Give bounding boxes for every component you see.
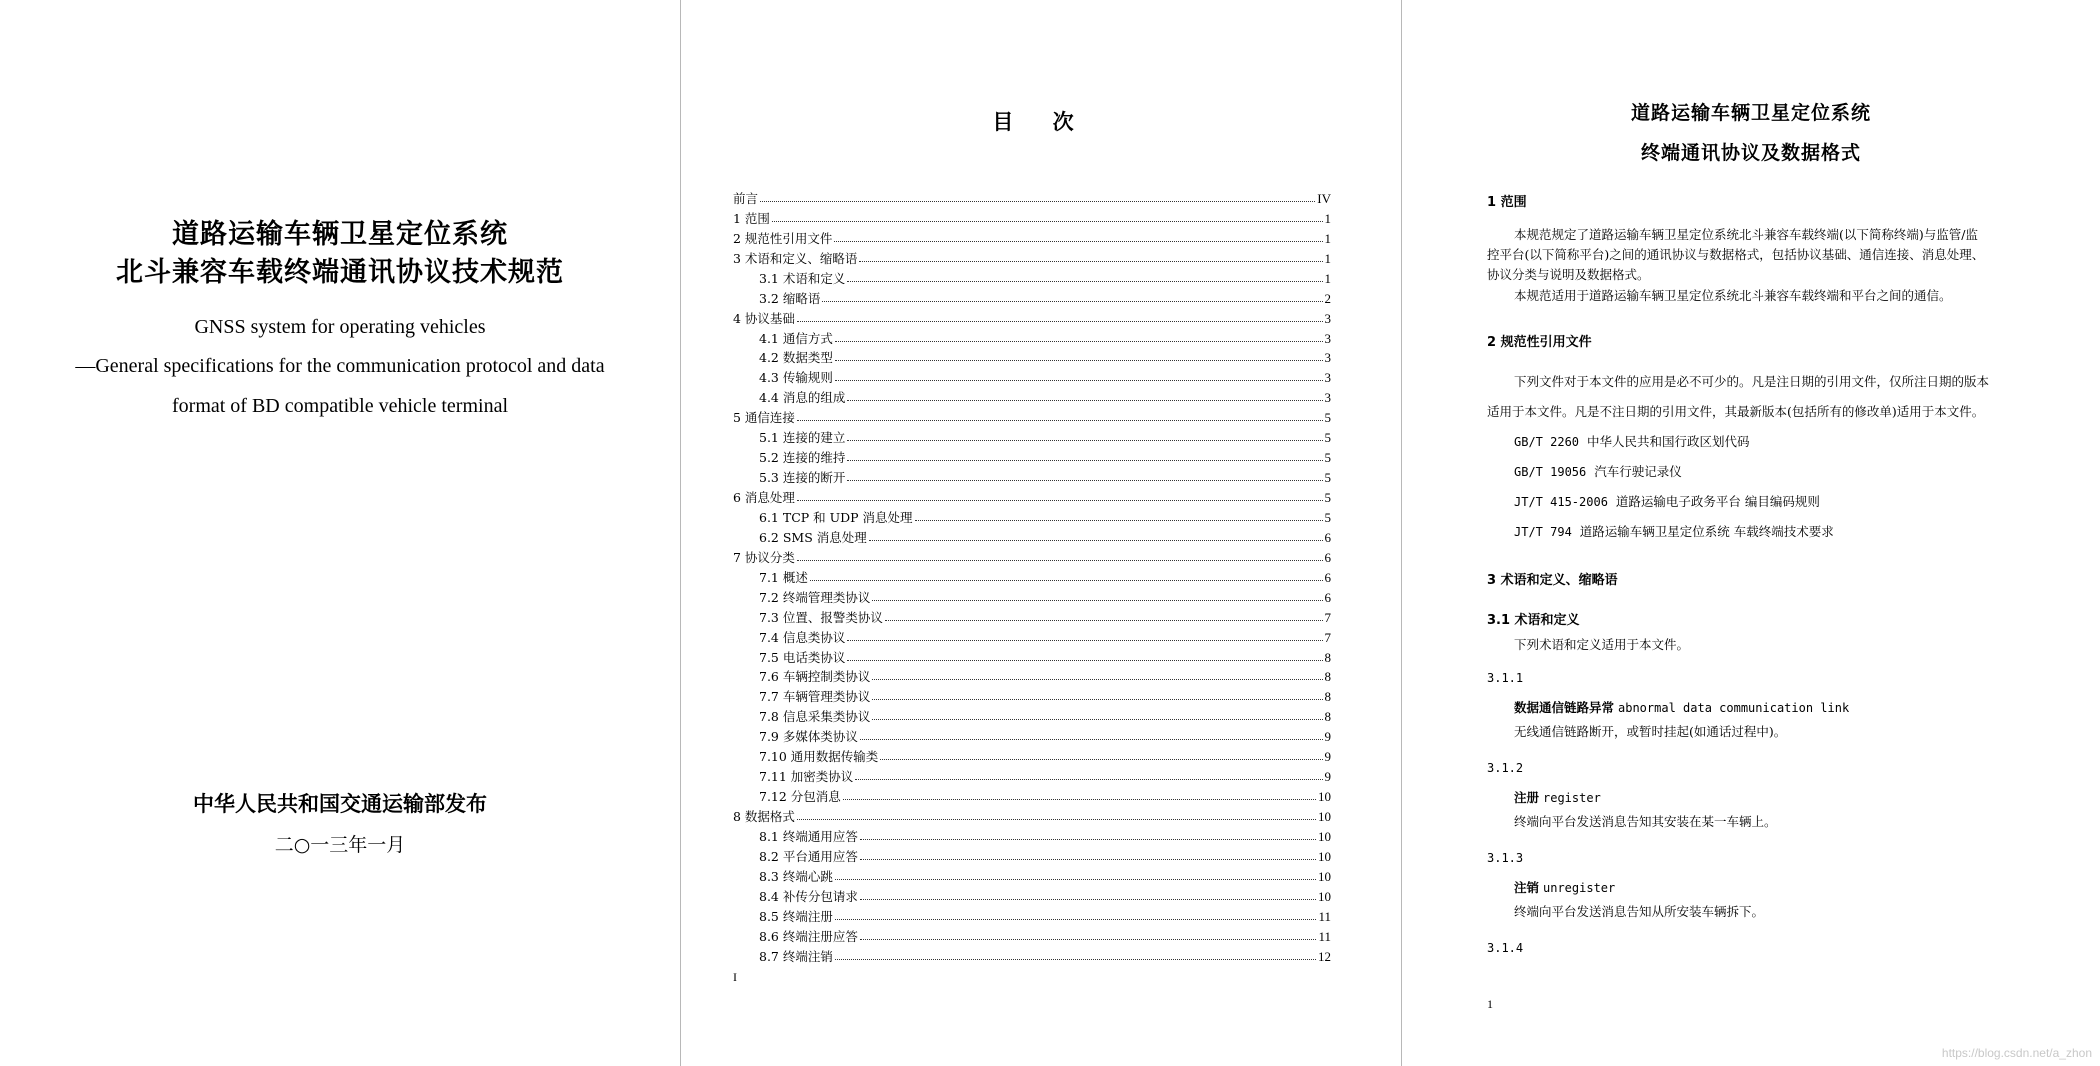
term-chinese: 数据通信链路异常: [1514, 700, 1615, 715]
toc-entry-page: 3: [1324, 330, 1331, 346]
toc-entry-page: 6: [1324, 529, 1331, 545]
toc-entry-label: 8.3 终端心跳: [759, 868, 833, 884]
reference-code: JT/T 415-2006: [1514, 495, 1608, 509]
toc-dot-leader: [885, 620, 1323, 621]
toc-entry-page: 10: [1318, 848, 1331, 864]
toc-entry-page: 5: [1324, 450, 1331, 466]
toc-dot-leader: [869, 540, 1323, 541]
toc-entry-label: 7.10 通用数据传输类: [759, 749, 879, 765]
body-page-number: 1: [1487, 997, 1493, 1011]
toc-entry[interactable]: [733, 625, 1331, 645]
toc-entry-page: 1: [1324, 270, 1331, 286]
section-1-paragraph: 协议分类与说明及数据格式。: [1487, 267, 1650, 282]
toc-entry-page: 9: [1324, 729, 1331, 745]
toc-dot-leader: [797, 321, 1323, 322]
toc-entry[interactable]: [733, 326, 1331, 346]
toc-dot-leader: [847, 400, 1322, 401]
toc-dot-leader: [860, 939, 1317, 940]
toc-entry[interactable]: [733, 844, 1331, 864]
toc-dot-leader: [872, 600, 1322, 601]
toc-entry-page: 5: [1324, 410, 1331, 426]
toc-entry-label: 2 规范性引用文件: [733, 230, 833, 246]
reference-title: 中华人民共和国行政区划代码: [1586, 434, 1750, 449]
toc-entry[interactable]: [733, 425, 1331, 445]
toc-entry-page: 10: [1318, 828, 1331, 844]
cover-english-title-line1: GNSS system for operating vehicles: [194, 316, 486, 338]
section-1-heading: 1 范围: [1487, 195, 1527, 210]
watermark: https://blog.csdn.net/a_zhon: [1941, 1046, 2092, 1060]
toc-dot-leader: [860, 859, 1316, 860]
toc-dot-leader: [834, 241, 1322, 242]
toc-entry[interactable]: [733, 465, 1331, 485]
toc-dot-leader: [915, 520, 1323, 521]
section-1-paragraph: 控平台(以下简称平台)之间的通讯协议与数据格式，包括协议基础、通信连接、消息处理、: [1487, 247, 1985, 262]
toc-dot-leader: [847, 660, 1322, 661]
toc-list: [733, 186, 1331, 964]
toc-entry-page: 11: [1318, 908, 1331, 924]
toc-entry-label: 8.4 补传分包请求: [759, 888, 858, 904]
toc-entry-label: 7.2 终端管理类协议: [759, 589, 871, 605]
toc-entry-page: 10: [1318, 809, 1331, 824]
term-english: abnormal data communication link: [1618, 701, 1850, 715]
term-number: 3.1.4: [1487, 941, 1524, 955]
toc-entry-label: 7.11 加密类协议: [759, 769, 854, 785]
toc-entry-page: 2: [1324, 290, 1331, 306]
toc-entry-label: 7 协议分类: [733, 549, 795, 565]
toc-entry[interactable]: [733, 605, 1331, 625]
toc-dot-leader: [872, 719, 1322, 720]
toc-entry-label: 7.4 信息类协议: [759, 629, 846, 645]
toc-dot-leader: [847, 460, 1322, 461]
toc-entry-page: 6: [1324, 569, 1331, 585]
toc-entry-page: 5: [1324, 470, 1331, 486]
toc-dot-leader: [797, 819, 1316, 820]
toc-title: 目 次: [992, 110, 1090, 134]
cover-title-line1: 道路运输车辆卫星定位系统: [172, 219, 508, 250]
body-title-line1: 道路运输车辆卫星定位系统: [1630, 102, 1871, 124]
toc-dot-leader: [880, 759, 1322, 760]
toc-entry[interactable]: [733, 365, 1331, 385]
toc-entry-label: 7.6 车辆控制类协议: [759, 669, 871, 685]
term-number: 3.1.1: [1487, 671, 1524, 685]
toc-dot-leader: [872, 699, 1322, 700]
section-3-heading: 3 术语和定义、缩略语: [1487, 573, 1618, 588]
toc-entry[interactable]: [733, 784, 1331, 804]
toc-entry-label: 3 术语和定义、缩略语: [733, 250, 858, 266]
toc-entry[interactable]: [733, 565, 1331, 585]
toc-dot-leader: [835, 380, 1323, 381]
toc-entry-label: 前言: [733, 190, 759, 206]
toc-dot-leader: [760, 201, 1315, 202]
toc-entry[interactable]: [733, 904, 1331, 924]
toc-dot-leader: [772, 221, 1323, 222]
toc-entry-page: 8: [1324, 649, 1331, 665]
toc-entry-label: 7.9 多媒体类协议: [759, 729, 858, 745]
toc-entry-label: 8.5 终端注册: [759, 908, 833, 924]
toc-entry-label: 5.1 连接的建立: [759, 430, 846, 446]
toc-entry-label: 8 数据格式: [733, 809, 795, 824]
toc-entry[interactable]: [733, 684, 1331, 704]
reference-code: GB/T 19056: [1514, 465, 1587, 479]
toc-entry[interactable]: [733, 286, 1331, 306]
section-1-scope-paragraph: 本规范适用于道路运输车辆卫星定位系统北斗兼容车载终端和平台之间的通信。: [1514, 288, 1952, 303]
term-english: unregister: [1543, 881, 1616, 895]
body-title-line2: 终端通讯协议及数据格式: [1640, 142, 1861, 164]
toc-entry[interactable]: [733, 724, 1331, 744]
toc-entry-page: IV: [1317, 190, 1331, 206]
reference-title: 汽车行驶记录仪: [1594, 464, 1682, 479]
toc-entry-label: 4.3 传输规则: [759, 370, 833, 386]
toc-entry-label: 4.2 数据类型: [759, 350, 833, 366]
toc-dot-leader: [797, 420, 1323, 421]
toc-dot-leader: [859, 261, 1322, 262]
toc-entry-label: 4 协议基础: [733, 310, 795, 326]
toc-entry-page: 7: [1324, 609, 1331, 625]
section-1-paragraph: 本规范规定了道路运输车辆卫星定位系统北斗兼容车载终端(以下简称终端)与监管/监: [1514, 227, 1978, 242]
toc-entry[interactable]: [733, 485, 1331, 505]
reference-item: [1514, 432, 1750, 452]
toc-entry[interactable]: [733, 545, 1331, 565]
toc-entry[interactable]: [733, 385, 1331, 405]
toc-dot-leader: [797, 500, 1323, 501]
toc-entry-label: 5.2 连接的维持: [759, 450, 846, 466]
term-number: 3.1.3: [1487, 851, 1524, 865]
toc-entry-label: 7.3 位置、报警类协议: [759, 609, 883, 625]
cover-english-title-line3: format of BD compatible vehicle terminal: [172, 395, 508, 417]
toc-entry[interactable]: [733, 505, 1331, 525]
toc-entry-page: 10: [1318, 789, 1331, 805]
body-page: [1402, 0, 2100, 1066]
term-chinese: 注册: [1514, 790, 1540, 805]
toc-entry[interactable]: [733, 206, 1331, 226]
toc-dot-leader: [822, 301, 1322, 302]
toc-dot-leader: [847, 281, 1322, 282]
toc-entry[interactable]: [733, 585, 1331, 605]
toc-dot-leader: [860, 739, 1323, 740]
toc-entry-page: 7: [1324, 629, 1331, 645]
toc-entry[interactable]: [733, 824, 1331, 844]
toc-entry-label: 7.7 车辆管理类协议: [759, 689, 871, 705]
cover-date: 二○一三年一月: [274, 834, 406, 856]
toc-entry[interactable]: [733, 445, 1331, 465]
toc-dot-leader: [835, 879, 1316, 880]
toc-entry-page: 8: [1324, 709, 1331, 725]
toc-entry[interactable]: [733, 804, 1331, 824]
section-2-paragraph: 适用于本文件。凡是不注日期的引用文件，其最新版本(包括所有的修改单)适用于本文件。: [1487, 404, 1985, 419]
toc-entry-page: 8: [1324, 669, 1331, 685]
toc-entry-label: 8.6 终端注册应答: [759, 928, 858, 944]
toc-entry[interactable]: [733, 924, 1331, 944]
term-entry: [1514, 788, 1601, 806]
toc-dot-leader: [860, 899, 1316, 900]
toc-entry-label: 8.7 终端注销: [759, 948, 833, 964]
cover-page: [0, 0, 680, 1066]
term-entry: [1514, 878, 1615, 896]
toc-dot-leader: [847, 640, 1322, 641]
toc-entry-label: 8.1 终端通用应答: [759, 828, 858, 844]
toc-entry-label: 4.4 消息的组成: [759, 390, 846, 406]
toc-entry[interactable]: [733, 864, 1331, 884]
toc-entry-label: 3.1 术语和定义: [759, 270, 846, 286]
reference-code: GB/T 2260: [1514, 435, 1580, 449]
toc-entry-page: 1: [1324, 250, 1331, 266]
toc-entry-page: 9: [1324, 749, 1331, 765]
toc-dot-leader: [835, 341, 1323, 342]
toc-dot-leader: [843, 799, 1316, 800]
toc-entry-page: 9: [1324, 769, 1331, 785]
toc-entry[interactable]: [733, 704, 1331, 724]
toc-entry-page: 3: [1324, 370, 1331, 386]
toc-entry-page: 10: [1318, 868, 1331, 884]
toc-entry-page: 5: [1324, 490, 1331, 505]
reference-item: [1514, 492, 1820, 512]
toc-entry-page: 6: [1324, 549, 1331, 565]
toc-entry[interactable]: [733, 246, 1331, 266]
toc-page: [681, 0, 1401, 1066]
term-entry: [1514, 698, 1849, 716]
term-definition: 终端向平台发送消息告知其安装在某一车辆上。: [1514, 814, 1777, 829]
toc-entry-page: 3: [1324, 390, 1331, 406]
toc-dot-leader: [847, 480, 1322, 481]
reference-code: JT/T 794: [1514, 525, 1572, 539]
toc-dot-leader: [847, 440, 1322, 441]
term-definition: 无线通信链路断开，或暂时挂起(如通话过程中)。: [1514, 724, 1787, 739]
toc-entry[interactable]: [733, 226, 1331, 246]
toc-entry-page: 11: [1318, 928, 1331, 944]
toc-entry-page: 10: [1318, 888, 1331, 904]
toc-entry-label: 7.1 概述: [759, 569, 808, 585]
toc-dot-leader: [835, 959, 1316, 960]
toc-entry[interactable]: [733, 266, 1331, 286]
toc-dot-leader: [855, 779, 1322, 780]
term-chinese: 注销: [1514, 880, 1540, 895]
term-english: register: [1543, 791, 1601, 805]
reference-title: 道路运输电子政务平台 编目编码规则: [1615, 494, 1820, 509]
toc-entry-page: 5: [1324, 430, 1331, 446]
toc-entry[interactable]: [733, 884, 1331, 904]
toc-entry-label: 6.1 TCP 和 UDP 消息处理: [759, 509, 913, 525]
toc-dot-leader: [810, 580, 1323, 581]
toc-entry-page: 3: [1324, 350, 1331, 366]
toc-entry[interactable]: [733, 944, 1331, 964]
cover-english-title-line2: —General specifications for the communication protocol and data: [75, 355, 605, 377]
toc-entry-label: 8.2 平台通用应答: [759, 848, 858, 864]
cover-publisher: 中华人民共和国交通运输部发布: [193, 792, 487, 816]
toc-dot-leader: [835, 360, 1323, 361]
toc-entry[interactable]: [733, 346, 1331, 366]
toc-entry-label: 1 范围: [733, 210, 770, 226]
toc-entry-page: 8: [1324, 689, 1331, 705]
section-2-paragraph: 下列文件对于本文件的应用是必不可少的。凡是注日期的引用文件，仅所注日期的版本: [1514, 374, 1990, 389]
toc-entry-label: 6 消息处理: [733, 490, 795, 505]
toc-entry-label: 7.8 信息采集类协议: [759, 709, 871, 725]
toc-entry-label: 7.5 电话类协议: [759, 649, 846, 665]
toc-entry-page: 5: [1324, 509, 1331, 525]
toc-entry-label: 7.12 分包消息: [759, 789, 841, 805]
cover-title-line2: 北斗兼容车载终端通讯协议技术规范: [116, 257, 564, 288]
toc-entry-page: 12: [1318, 948, 1331, 964]
reference-title: 道路运输车辆卫星定位系统 车载终端技术要求: [1579, 524, 1834, 539]
section-3-1-heading: 3.1 术语和定义: [1487, 613, 1580, 628]
toc-entry-label: 5.3 连接的断开: [759, 470, 846, 486]
toc-entry-label: 4.1 通信方式: [759, 330, 833, 346]
term-definition: 终端向平台发送消息告知从所安装车辆拆下。: [1514, 904, 1765, 919]
toc-entry[interactable]: [733, 645, 1331, 665]
toc-entry-label: 3.2 缩略语: [759, 290, 821, 306]
toc-entry[interactable]: [733, 525, 1331, 545]
toc-entry[interactable]: [733, 306, 1331, 326]
toc-dot-leader: [872, 679, 1322, 680]
section-2-heading: 2 规范性引用文件: [1487, 335, 1592, 350]
toc-entry[interactable]: [733, 665, 1331, 685]
toc-entry[interactable]: [733, 744, 1331, 764]
toc-page-number: I: [733, 970, 737, 984]
toc-entry-label: 6.2 SMS 消息处理: [759, 529, 867, 545]
toc-dot-leader: [835, 919, 1317, 920]
toc-entry[interactable]: [733, 186, 1331, 206]
reference-item: [1514, 462, 1682, 482]
toc-entry-page: 1: [1324, 210, 1331, 226]
toc-entry[interactable]: [733, 405, 1331, 425]
toc-entry-page: 6: [1324, 589, 1331, 605]
toc-entry-page: 3: [1324, 310, 1331, 326]
toc-entry-page: 1: [1324, 230, 1331, 246]
toc-dot-leader: [797, 560, 1323, 561]
toc-entry-label: 5 通信连接: [733, 410, 795, 426]
toc-entry[interactable]: [733, 764, 1331, 784]
reference-item: [1514, 522, 1834, 542]
term-number: 3.1.2: [1487, 761, 1524, 775]
toc-dot-leader: [860, 839, 1316, 840]
section-3-1-intro: 下列术语和定义适用于本文件。: [1514, 637, 1690, 652]
